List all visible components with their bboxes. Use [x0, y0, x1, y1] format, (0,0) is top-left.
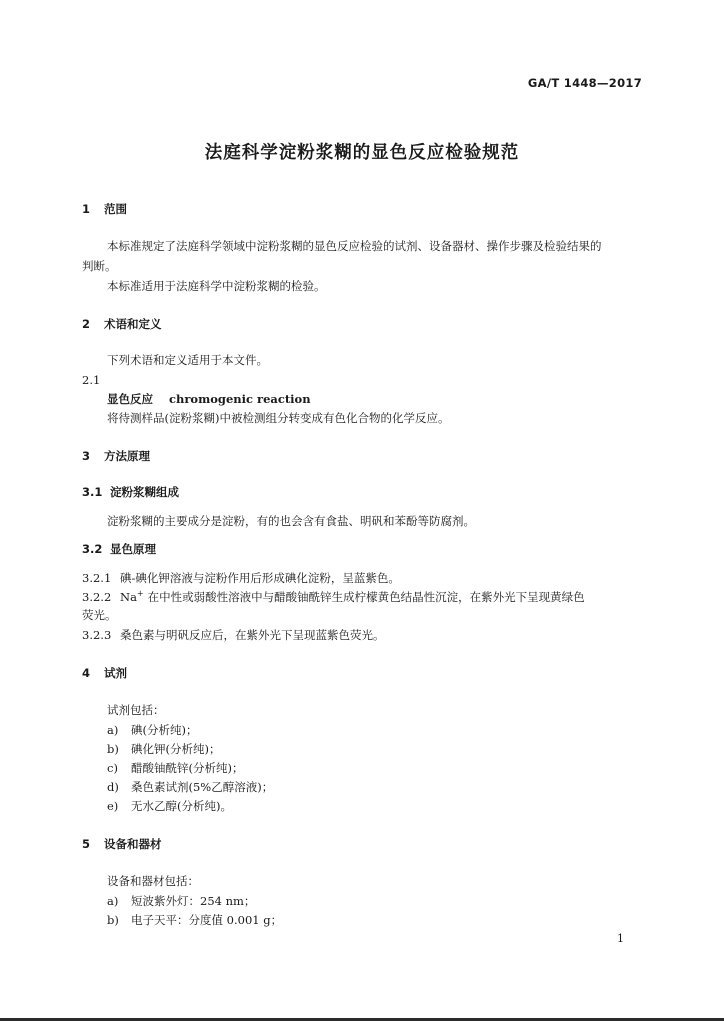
section-title: 术语和定义: [104, 317, 162, 331]
list-marker: a): [107, 894, 119, 908]
clause-3-2-2: [82, 589, 585, 605]
subsection-number: 3.2: [82, 542, 103, 556]
page-number: 1: [617, 932, 624, 945]
list-text: 碘化钾(分析纯)；: [131, 742, 221, 756]
bottom-border: [0, 1018, 724, 1021]
list-marker: c): [107, 761, 118, 775]
subsection-title: 淀粉浆糊组成: [110, 485, 179, 499]
section-1-heading: [82, 201, 127, 217]
clause-number: 3.2.2: [82, 590, 112, 604]
list-text: 短波紫外灯：254 nm；: [131, 894, 256, 908]
list-item: [107, 912, 282, 928]
list-marker: a): [107, 723, 119, 737]
subsection-title: 显色原理: [110, 542, 156, 556]
term-entry: [107, 391, 311, 407]
section-number: 3: [82, 449, 91, 463]
term-english: chromogenic reaction: [169, 392, 311, 406]
section-number: 4: [82, 666, 91, 680]
clause-text: 在中性或弱酸性溶液中与醋酸铀酰锌生成柠檬黄色结晶性沉淀，在紫外光下呈现黄绿色: [147, 590, 585, 604]
section-title: 范围: [104, 202, 127, 216]
list-item: [107, 779, 273, 795]
clause-number: 3.2.3: [82, 628, 112, 642]
list-text: 无水乙醇(分析纯)。: [131, 799, 232, 813]
standard-code: GA/T 1448—2017: [527, 76, 642, 90]
list-marker: d): [107, 780, 119, 794]
list-intro: 试剂包括：: [107, 703, 165, 717]
list-marker: b): [107, 742, 119, 756]
section-number: 5: [82, 837, 91, 851]
subsection-3-2-heading: [82, 541, 156, 557]
list-item: [107, 722, 197, 738]
subsection-number: 3.1: [82, 485, 103, 499]
section-2-heading: [82, 316, 162, 332]
paragraph: 本标准规定了法庭科学领域中淀粉浆糊的显色反应检验的试剂、设备器材、操作步骤及检验结果的: [107, 239, 602, 253]
paragraph: 淀粉浆糊的主要成分是淀粉，有的也会含有食盐、明矾和苯酚等防腐剂。: [107, 514, 475, 528]
clause-continuation: 荧光。: [82, 608, 117, 622]
term-definition: 将待测样品(淀粉浆糊)中被检测组分转变成有色化合物的化学反应。: [107, 411, 450, 425]
section-3-heading: [82, 448, 150, 464]
list-item: [107, 760, 243, 776]
paragraph: 本标准适用于法庭科学中淀粉浆糊的检验。: [107, 279, 326, 293]
list-marker: e): [107, 799, 119, 813]
clause-3-2-3: [82, 627, 385, 643]
clause-3-2-1: [82, 570, 400, 586]
list-item: [107, 893, 255, 909]
document-title: 法庭科学淀粉浆糊的显色反应检验规范: [204, 143, 520, 163]
list-intro: 设备和器材包括：: [107, 874, 199, 888]
section-title: 试剂: [104, 666, 127, 680]
clause-number: 3.2.1: [82, 571, 112, 585]
list-item: [107, 798, 232, 814]
section-number: 1: [82, 202, 91, 216]
paragraph: 下列术语和定义适用于本文件。: [107, 353, 268, 367]
term-chinese: 显色反应: [107, 392, 153, 406]
sodium-ion: Na: [120, 590, 137, 604]
list-text: 桑色素试剂(5%乙醇溶液)；: [131, 780, 274, 794]
charge-superscript: +: [136, 589, 144, 599]
list-marker: b): [107, 913, 119, 927]
section-number: 2: [82, 317, 91, 331]
list-text: 醋酸铀酰锌(分析纯)；: [131, 761, 244, 775]
list-item: [107, 741, 220, 757]
section-5-heading: [82, 836, 162, 852]
clause-text: 碘-碘化钾溶液与淀粉作用后形成碘化淀粉，呈蓝紫色。: [120, 571, 400, 585]
section-4-heading: [82, 665, 127, 681]
clause-text: 桑色素与明矾反应后，在紫外光下呈现蓝紫色荧光。: [120, 628, 385, 642]
section-title: 设备和器材: [104, 837, 162, 851]
subsection-3-1-heading: [82, 484, 179, 500]
paragraph-continuation: 判断。: [82, 259, 117, 273]
list-text: 碘(分析纯)；: [131, 723, 198, 737]
term-number: 2.1: [82, 373, 101, 387]
list-text: 电子天平：分度值 0.001 g；: [131, 913, 283, 927]
section-title: 方法原理: [104, 449, 150, 463]
